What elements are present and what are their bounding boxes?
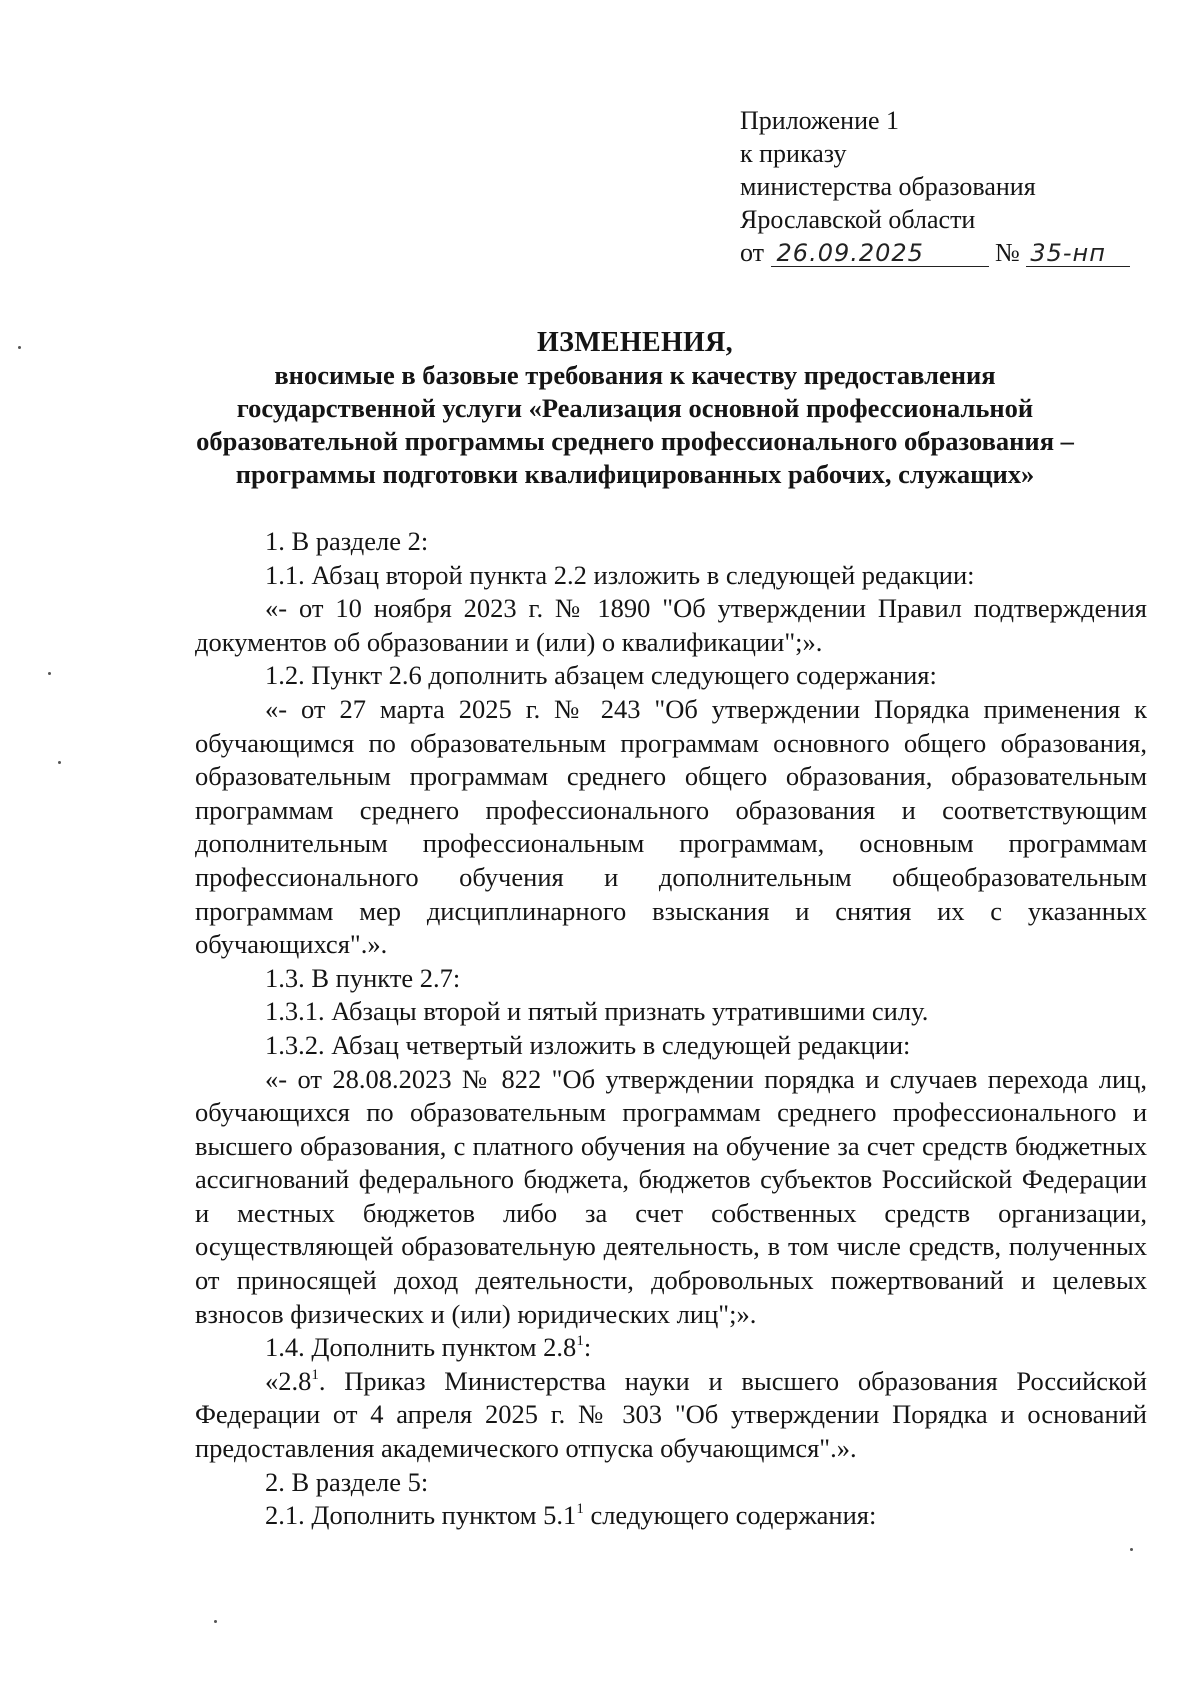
paragraph-7: 1.3.1. Абзацы второй и пятый признать утратившими силу.	[265, 996, 929, 1027]
paragraph-8: 1.3.2. Абзац четвертый изложить в следующей редакции:	[265, 1029, 911, 1060]
appendix-line-4: Ярославской области	[740, 205, 976, 234]
document-heading	[190, 326, 1080, 491]
paragraph-10	[195, 1331, 1147, 1365]
appendix-line-1: Приложение 1	[740, 106, 900, 135]
scan-speck	[58, 761, 61, 764]
paragraph-12: 2. В разделе 5:	[265, 1466, 429, 1497]
appendix-line-3: министерства образования	[740, 172, 1036, 201]
scan-speck	[1130, 1548, 1133, 1551]
paragraph-1: 1. В разделе 2:	[265, 526, 429, 556]
paragraph-11-text: . Приказ Министерства науки и высшего образования Российской Федерации от 4 апреля 2025 г. № 303 "Об утверждении Порядка и оснований предоставления академического отпуска обучающимся".».	[195, 1365, 1147, 1464]
scan-speck	[48, 672, 51, 675]
appendix-block	[740, 104, 1130, 269]
appendix-line-2: к приказу	[740, 139, 847, 168]
paragraph-13-text: 2.1. Дополнить пунктом 5.1	[265, 1500, 577, 1531]
date-field	[771, 240, 989, 267]
heading-line-1: вносимые в базовые требования к качеству предоставления	[274, 360, 996, 390]
paragraph-13-end: следующего содержания:	[583, 1500, 877, 1531]
appendix-date-row	[740, 236, 1130, 269]
paragraph-6: 1.3. В пункте 2.7:	[265, 962, 461, 993]
document-body	[195, 525, 1147, 1533]
paragraph-9: «- от 28.08.2023 № 822 "Об утверждении порядка и случаев перехода лиц, обучающихся по образовательным программам среднего профессионального и высшего образования, с платного обучения на обучение за счет средств бюджетных ассигнований федерального бюджета, бюджетов субъектов Российской Федерации и местных бюджетов либо за счет собственных средств организации, осуществляющей образовательную деятельность, в том числе средств, полученных от приносящей доход деятельности, добровольных пожертвований и целевых взносов физических и (или) юридических лиц";».	[195, 1063, 1147, 1329]
paragraph-11	[195, 1365, 1147, 1466]
heading-line-2: государственной услуги «Реализация основной профессиональной	[236, 393, 1034, 423]
paragraph-11-superscript: 1	[311, 1366, 319, 1383]
heading-title: ИЗМЕНЕНИЯ,	[537, 327, 733, 358]
paragraph-5: «- от 27 марта 2025 г. № 243 "Об утверждении Порядка применения к обучающимся по образовательным программам основного общего образования, образовательным программам среднего общего образования, образовательным программам среднего профессионального образования и соответствующим дополнительным профессиональным программам, основным программам профессионального обучения и дополнительным общеобразовательным программам мер дисциплинарного взыскания и снятия их с указанных обучающихся".».	[195, 693, 1147, 960]
paragraph-2: 1.1. Абзац второй пункта 2.2 изложить в следующей редакции:	[265, 559, 975, 590]
paragraph-13-superscript: 1	[576, 1501, 584, 1518]
paragraph-11-start: «2.8	[265, 1365, 312, 1396]
scan-speck	[214, 1620, 217, 1623]
handwritten-number: 35-нп	[1030, 239, 1106, 267]
paragraph-3: «- от 10 ноября 2023 г. № 1890 "Об утверждении Правил подтверждения документов об образовании и (или) о квалификации";».	[195, 593, 1147, 657]
paragraph-4: 1.2. Пункт 2.6 дополнить абзацем следующего содержания:	[265, 660, 937, 691]
paragraph-10-superscript: 1	[576, 1333, 584, 1350]
paragraph-10-text: 1.4. Дополнить пунктом 2.8	[265, 1332, 577, 1363]
number-field	[1026, 240, 1130, 267]
handwritten-date: 26.09.2025	[776, 239, 924, 267]
heading-line-4: программы подготовки квалифицированных рабочих, служащих»	[235, 459, 1035, 489]
paragraph-10-end: :	[583, 1332, 592, 1363]
date-prefix: от	[740, 238, 765, 267]
heading-line-3: образовательной программы среднего профессионального образования –	[196, 426, 1074, 456]
scan-speck	[18, 346, 21, 349]
paragraph-13	[195, 1499, 1147, 1533]
number-prefix: №	[995, 238, 1020, 267]
